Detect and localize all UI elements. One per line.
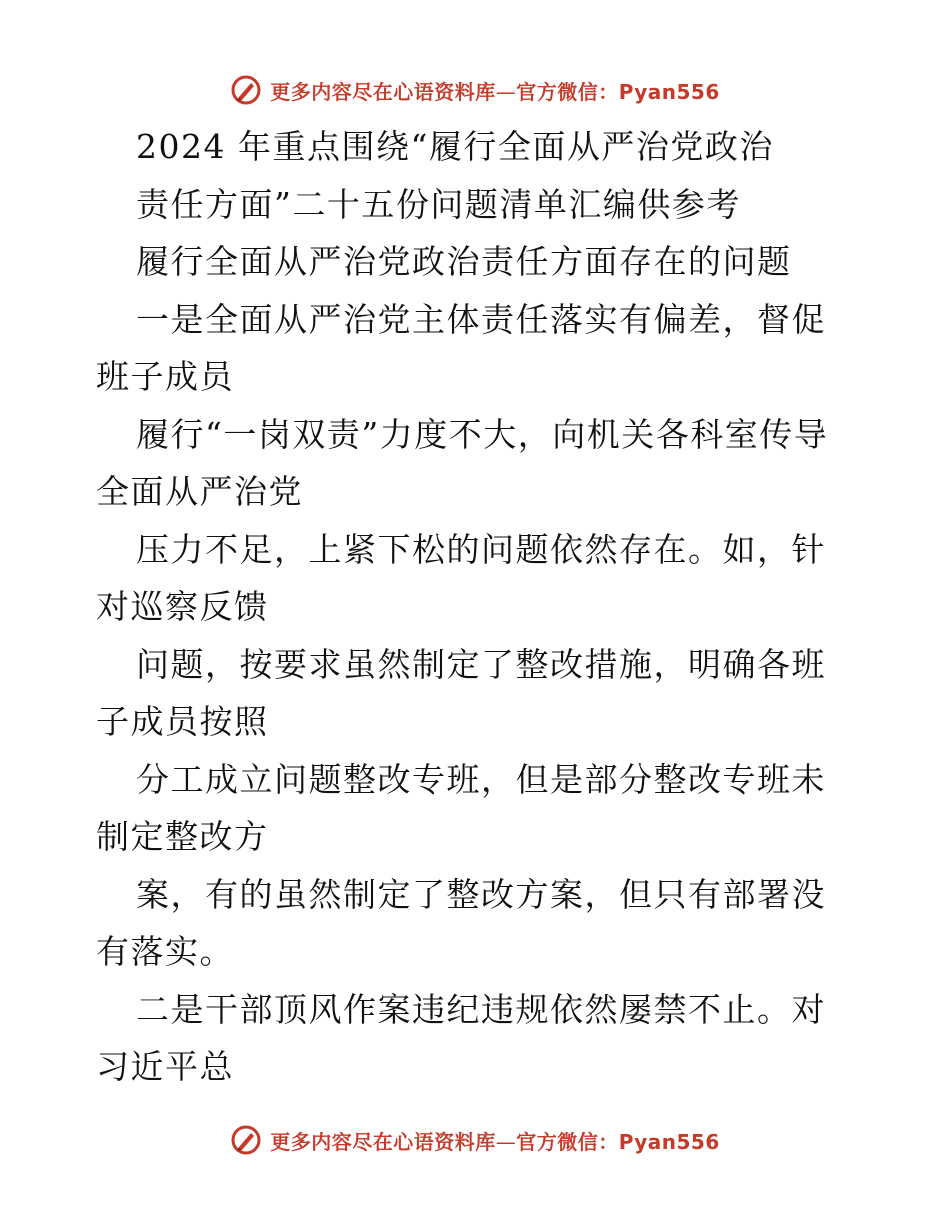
document-paragraph: 压力不足，上紧下松的问题依然存在。如，针对巡察反馈 [96, 529, 826, 626]
document-paragraph: 一是全面从严治党主体责任落实有偏差，督促班子成员 [96, 299, 826, 396]
document-paragraph: 2024 年重点围绕“履行全面从严治党政治 [136, 127, 774, 166]
footer-banner [0, 1120, 950, 1160]
header-banner-suffix: 官方微信：Pyan556 [516, 79, 720, 104]
document-paragraph: 责任方面”二十五份问题清单汇编供参考 [136, 184, 741, 224]
document-paragraph: 案，有的虽然制定了整改方案，但只有部署没有落实。 [96, 874, 826, 971]
pen-seal-icon [230, 1124, 262, 1156]
document-paragraph: 分工成立问题整改专班，但是部分整改专班未制定整改方 [96, 759, 826, 856]
pen-seal-icon [230, 74, 262, 106]
header-banner-text: 更多内容尽在心语资料库 [270, 79, 496, 104]
header-banner-separator: — [495, 79, 517, 104]
document-body [96, 118, 856, 1096]
header-banner [0, 70, 950, 110]
footer-banner-text: 更多内容尽在心语资料库 [270, 1129, 496, 1154]
document-paragraph: 履行全面从严治党政治责任方面存在的问题 [136, 242, 792, 281]
document-paragraph: 问题，按要求虽然制定了整改措施，明确各班子成员按照 [96, 644, 826, 741]
footer-banner-separator: — [495, 1129, 517, 1154]
document-paragraph: 二是干部顶风作案违纪违规依然屡禁不止。对习近平总 [96, 989, 826, 1086]
footer-banner-suffix: 官方微信：Pyan556 [516, 1129, 720, 1154]
document-paragraph: 履行“一岗双责”力度不大，向机关各科室传导全面从严治党 [96, 414, 829, 511]
